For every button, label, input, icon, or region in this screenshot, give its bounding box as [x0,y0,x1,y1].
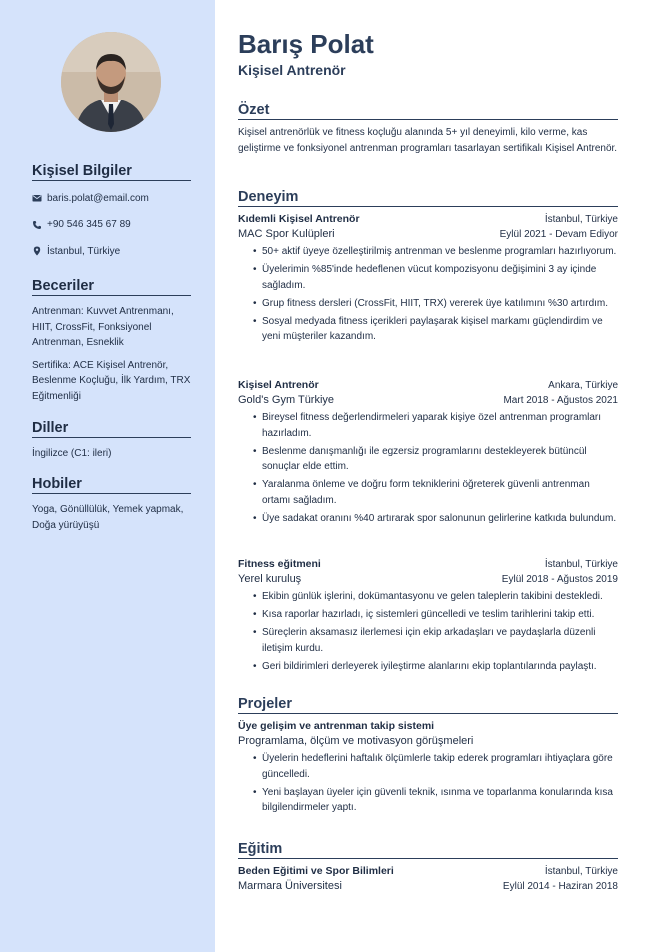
job-date: Eylül 2021 - Devam Ediyor [499,229,618,240]
job-entry [238,378,618,529]
location-pin-icon [32,246,42,256]
education-entry [238,864,618,894]
education-location: İstanbul, Türkiye [544,866,618,877]
job-bullet: • Süreçlerin aksamasız ilerlemesi için ekip arkadaşları ve paydaşlarla düzenli iletişim kurdu. [255,625,618,656]
job-location: İstanbul, Türkiye [544,214,618,225]
profile-photo [61,32,161,132]
candidate-role: Kişisel Antrenör [238,62,346,78]
summary-text: Kişisel antrenörlük ve fitness koçluğu alanında 5+ yıl deneyimli, kilo verme, kas geliştirme ve fonksiyonel antrenman programları tasarlayan sertifikalı Kişisel Antrenör. [238,127,618,154]
skills-heading: Beceriler [32,278,191,296]
experience-section [238,189,618,347]
job-bullet: • Bireysel fitness değerlendirmeleri yaparak kişiye özel antrenman programları hazırladım. [255,410,618,441]
job-date: Mart 2018 - Ağustos 2021 [503,395,618,406]
job-location: Ankara, Türkiye [548,380,618,391]
sidebar [0,0,215,952]
job-date: Eylül 2018 - Ağustos 2019 [501,574,618,585]
email-text: baris.polat@email.com [47,192,149,204]
job-location: İstanbul, Türkiye [544,559,618,570]
project-entry [238,719,618,816]
job-title: Fitness eğitmeni [238,558,321,570]
email-row[interactable] [32,185,191,212]
job-organization: Gold's Gym Türkiye [238,394,335,406]
languages-section [32,420,191,468]
projects-section [238,696,618,818]
degree-title: Beden Eğitimi ve Spor Bilimleri [238,865,394,877]
job-organization: Yerel kuruluş [238,573,302,585]
summary-heading: Özet [238,102,618,120]
profile-portrait-image [61,32,161,132]
project-subtitle: Programlama, ölçüm ve motivasyon görüşmeleri [238,735,474,747]
personal-info-heading: Kişisel Bilgiler [32,163,191,181]
summary-section [238,102,618,156]
job-bullet: • Üye sadakat oranını %40 artırarak spor salonunun gelirlerine katkıda bulundum. [255,511,618,527]
experience-heading: Deneyim [238,189,618,207]
job-bullet: • Yaralanma önleme ve doğru form tekniklerini öğreterek güvenli antrenman ortamı sağladım. [255,477,618,508]
location-row [32,238,191,265]
project-bullet: • Yeni başlayan üyeler için güvenli teknik, ısınma ve toparlanma konularında kısa bilgilendirmeler yaptı. [255,785,618,816]
job-entry [238,557,618,677]
job-organization: MAC Spor Kulüpleri [238,228,335,240]
job-title: Kişisel Antrenör [238,379,319,391]
job-bullet: • Grup fitness dersleri (CrossFit, HIIT, TRX) vererek üye katılımını %30 artırdım. [255,296,618,312]
job-title: Kıdemli Kişisel Antrenör [238,213,360,225]
personal-info-section [32,163,191,265]
phone-text: +90 546 345 67 89 [47,219,131,231]
project-title: Üye gelişim ve antrenman takip sistemi [238,720,435,732]
hobbies-text: Yoga, Gönüllülük, Yemek yapmak, Doğa yürüyüşü [32,504,184,531]
job-bullet: • Kısa raporlar hazırladı, iç sistemleri güncelledi ve teslim tarihlerini takip etti. [255,607,618,623]
skills-certificates-text: Sertifika: ACE Kişisel Antrenör, Beslenme Koçluğu, İlk Yardım, TRX Eğitmenliği [32,359,191,402]
job-bullet: • Üyelerimin %85'inde hedeflenen vücut kompozisyonu değişimini 3 ay içinde sağladım. [255,262,618,293]
skills-training-text: Antrenman: Kuvvet Antrenmanı, HIIT, CrossFit, Fonksiyonel Antrenman, Esneklik [32,306,174,348]
project-bullet: • Üyelerin hedeflerini haftalık ölçümlerle takip ederek programları ihtiyaçlara göre güncelledi. [255,751,618,782]
hobbies-heading: Hobiler [32,476,191,494]
job-bullet: • Sosyal medyada fitness içerikleri paylaşarak kişisel markamı güçlendirdim ve yeni müşteriler kazandım. [255,314,618,345]
phone-icon [32,220,42,230]
job-entry [238,212,618,345]
education-heading: Eğitim [238,841,618,859]
job-bullet: • Ekibin günlük işlerini, dokümantasyonu ve gelen taleplerin takibini destekledi. [255,589,618,605]
school-name: Marmara Üniversitesi [238,880,342,892]
education-date: Eylül 2014 - Haziran 2018 [502,881,618,892]
languages-heading: Diller [32,420,191,438]
projects-heading: Projeler [238,696,618,714]
location-text: İstanbul, Türkiye [47,245,121,257]
education-section [238,841,618,894]
job-bullet: • Beslenme danışmanlığı ile egzersiz programlarını destekleyerek bütüncül sonuçlar elde ettim. [255,444,618,475]
candidate-name: Barış Polat [238,29,374,59]
hobbies-section [32,476,191,539]
languages-text: İngilizce (C1: ileri) [32,448,112,459]
mail-icon [32,193,42,203]
header [238,28,618,80]
skills-section [32,278,191,410]
job-bullet: • 50+ aktif üyeye özelleştirilmiş antrenman ve beslenme programları hazırlıyorum. [255,244,618,260]
job-bullet: • Geri bildirimleri derleyerek iyileştirme alanlarını ekip toplantılarında paylaştı. [255,659,618,675]
phone-row[interactable] [32,212,191,239]
